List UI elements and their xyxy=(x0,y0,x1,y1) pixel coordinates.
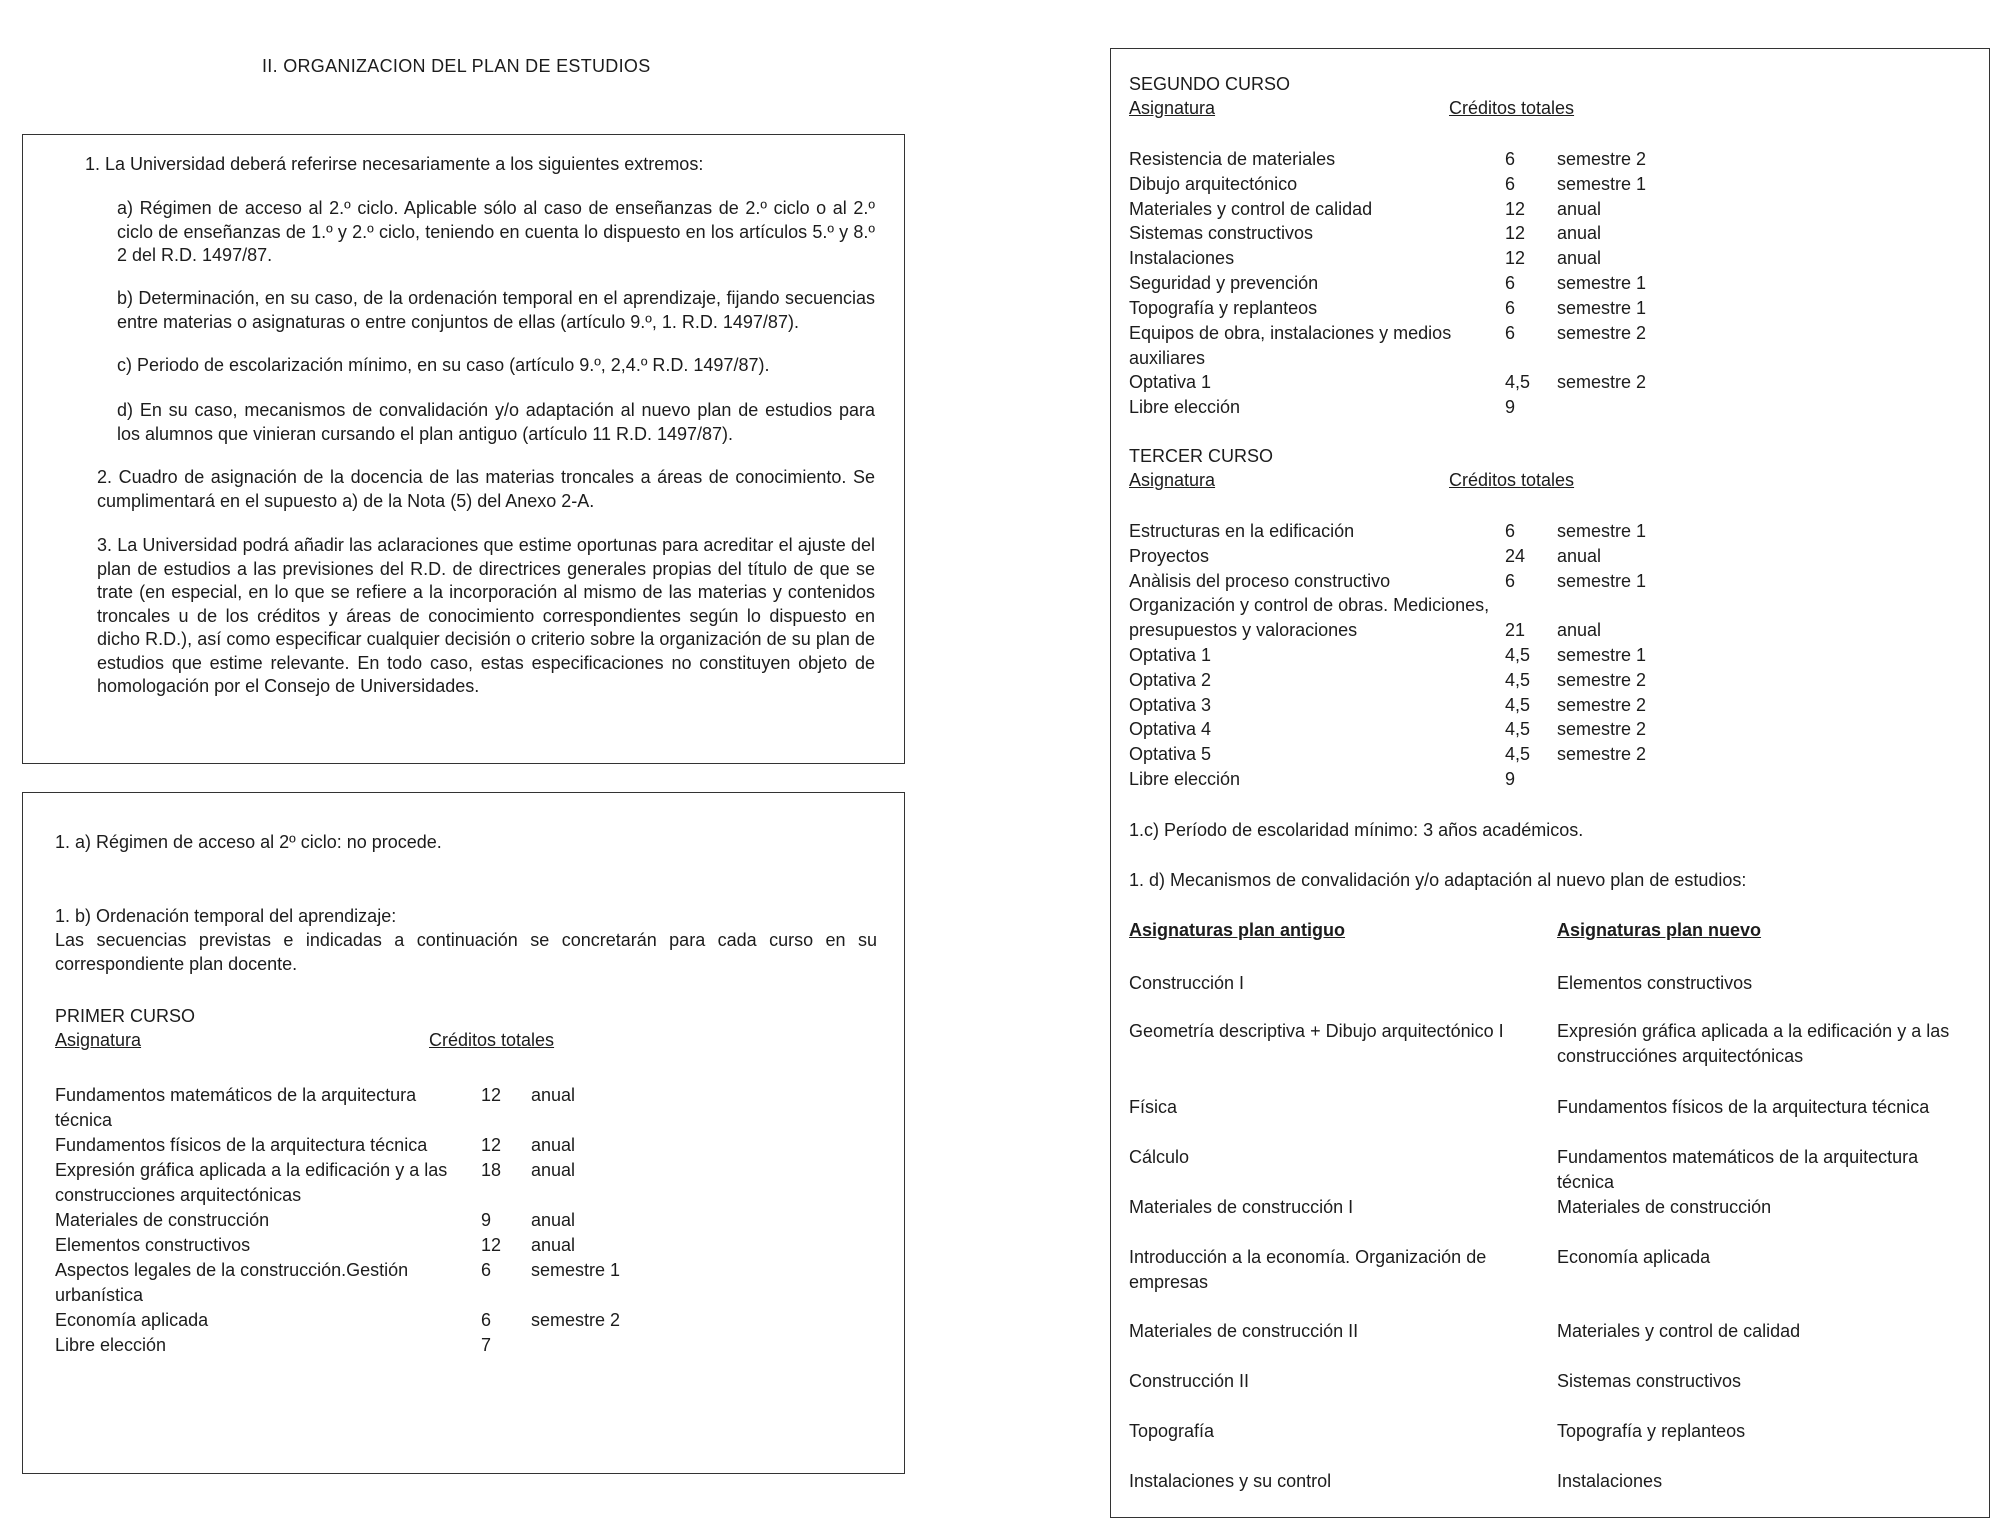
course-row-period: semestre 2 xyxy=(1557,149,1647,169)
conv-row-old: Materiales de construcción I xyxy=(1129,1197,1354,1217)
course-row-credits: 4,5 xyxy=(1505,645,1531,665)
course-row-period: semestre 1 xyxy=(531,1260,621,1280)
course-row-name: Instalaciones xyxy=(1129,248,1235,269)
course-row-name: Optativa 5 xyxy=(1129,744,1212,765)
tercer-curso-title: TERCER CURSO xyxy=(1129,446,1274,466)
course-row-period: semestre 2 xyxy=(1557,669,1647,690)
ordenacion-text: Las secuencias previstas e indicadas a continuación se concretarán para cada curso en su correspondiente plan docente. xyxy=(55,930,877,974)
course-row-credits: 7 xyxy=(481,1335,492,1355)
course-row-period: anual xyxy=(1557,620,1602,641)
course-row-credits: 9 xyxy=(1505,769,1516,789)
course-row-credits: 6 xyxy=(1505,322,1516,343)
instruction-item-3: 3. La Universidad podrá añadir las aclaraciones que estime oportunas para acreditar el ajuste del plan de estudios a las previsiones del R.D. de directrices generales propias del título de que se trate (en especial, en lo que se refiere a la incorporación al mismo de las materias y contenidos troncales u de los créditos y áreas de conocimiento correspondientes según lo dispuesto en dicho R.D.), así como especificar cualquier decisión o criterio sobre la organización de su plan de estudios que estime relevante. En todo caso, estas especificaciones no constituyen objeto de homologación por el Consejo de Universidades. xyxy=(97,535,875,696)
course-row-period: semestre 2 xyxy=(1557,719,1647,740)
course-row-name: Anàlisis del proceso constructivo xyxy=(1129,570,1391,591)
course-row-credits: 24 xyxy=(1505,545,1526,566)
course-row-name: Estructuras en la edificación xyxy=(1129,521,1355,541)
course-row-name: Dibujo arquitectónico xyxy=(1129,173,1298,194)
course-row-period: semestre 1 xyxy=(1557,297,1647,318)
instruction-item-2: 2. Cuadro de asignación de la docencia de las materias troncales a áreas de conocimiento. Se cumplimentará en el supuesto a) de la Nota (5) del Anexo 2-A. xyxy=(97,467,875,511)
course-row-credits: 6 xyxy=(481,1310,492,1330)
course-row-credits: 12 xyxy=(481,1135,502,1155)
conv-row-old: Instalaciones y su control xyxy=(1129,1471,1332,1491)
course-row-period: anual xyxy=(1557,248,1602,269)
conv-row-old: Topografía xyxy=(1129,1421,1215,1441)
course-row-credits: 4,5 xyxy=(1505,719,1531,740)
col-asignatura: Asignatura xyxy=(55,1030,142,1050)
course-row-name: Fundamentos físicos de la arquitectura técnica xyxy=(55,1135,428,1155)
col-creditos: Créditos totales xyxy=(1449,98,1575,118)
course-row-name: Resistencia de materiales xyxy=(1129,149,1336,169)
col-asignatura: Asignatura xyxy=(1129,98,1216,118)
course-row-period: anual xyxy=(1557,545,1602,566)
conv-row-old: Geometría descriptiva + Dibujo arquitectónico I xyxy=(1129,1021,1504,1041)
course-row-credits: 12 xyxy=(481,1085,502,1105)
course-row-name: Aspectos legales de la construcción.Gestión urbanística xyxy=(55,1260,409,1305)
conv-header-new: Asignaturas plan nuevo xyxy=(1557,920,1762,940)
conv-row-new: Materiales de construcción xyxy=(1557,1197,1772,1217)
course-row-period: anual xyxy=(531,1160,576,1180)
course-row-name: Libre elección xyxy=(1129,769,1241,789)
course-row-credits: 6 xyxy=(1505,149,1516,169)
course-row-name: Optativa 1 xyxy=(1129,372,1212,393)
course-row-name: Proyectos xyxy=(1129,545,1210,566)
conv-row-new: Topografía y replanteos xyxy=(1557,1421,1746,1441)
course-row-credits: 4,5 xyxy=(1505,669,1531,690)
plan-box-right xyxy=(1110,48,1990,1518)
course-row-period: anual xyxy=(1557,198,1602,219)
conv-header-old: Asignaturas plan antiguo xyxy=(1129,920,1346,940)
course-row-credits: 4,5 xyxy=(1505,744,1531,765)
course-row-credits: 4,5 xyxy=(1505,372,1531,393)
conv-row-new: Elementos constructivos xyxy=(1557,973,1753,993)
escolaridad-text: 1.c) Período de escolaridad mínimo: 3 años académicos. xyxy=(1129,820,1584,840)
course-row-period: semestre 1 xyxy=(1557,570,1647,591)
course-row-period: semestre 1 xyxy=(1557,173,1647,194)
course-row-name: Seguridad y prevención xyxy=(1129,273,1319,293)
course-row-period: semestre 2 xyxy=(1557,322,1647,343)
course-row-name: Libre elección xyxy=(55,1335,167,1355)
course-row-credits: 9 xyxy=(481,1210,492,1230)
conv-row-old: Construcción I xyxy=(1129,973,1245,993)
plan-box-left xyxy=(22,792,905,1474)
course-row-credits: 6 xyxy=(1505,570,1516,591)
instructions-box xyxy=(22,134,905,764)
conv-row-new: Fundamentos físicos de la arquitectura técnica xyxy=(1557,1097,1930,1117)
ordenacion-title: 1. b) Ordenación temporal del aprendizaje: xyxy=(55,906,397,926)
course-row-period: semestre 2 xyxy=(1557,744,1647,765)
course-row-name: Topografía y replanteos xyxy=(1129,297,1318,318)
course-row-name: Materiales de construcción xyxy=(55,1210,270,1230)
instruction-item-1c: c) Periodo de escolarización mínimo, en su caso (artículo 9.º, 2,4.º R.D. 1497/87). xyxy=(117,355,770,375)
course-row-period: semestre 1 xyxy=(1557,521,1647,541)
conv-row-old: Introducción a la economía. Organización de empresas xyxy=(1129,1247,1487,1292)
conv-row-new: Expresión gráfica aplicada a la edificación y a las construcciónes arquitectónicas xyxy=(1557,1021,1950,1066)
instruction-item-1d: d) En su caso, mecanismos de convalidación y/o adaptación al nuevo plan de estudios para los alumnos que vinieran cursando el plan antiguo (artículo 11 R.D. 1497/87). xyxy=(117,400,875,444)
course-row-period: anual xyxy=(531,1210,576,1230)
course-row-name: Optativa 2 xyxy=(1129,669,1212,690)
course-row-name: Fundamentos matemáticos de la arquitectura técnica xyxy=(55,1085,417,1130)
course-row-credits: 6 xyxy=(1505,173,1516,194)
course-row-name: Economía aplicada xyxy=(55,1310,209,1330)
course-row-credits: 9 xyxy=(1505,397,1516,417)
course-row-period: semestre 2 xyxy=(1557,372,1647,393)
course-row-name: Expresión gráfica aplicada a la edificación y a las construcciones arquitectónicas xyxy=(55,1160,448,1205)
course-row-period: semestre 1 xyxy=(1557,645,1647,665)
instruction-item-1b: b) Determinación, en su caso, de la ordenación temporal en el aprendizaje, fijando secuencias entre materias o asignaturas o entre conjuntos de ellas (artículo 9.º, 1. R.D. 1497/87). xyxy=(117,288,875,332)
acceso-text: 1. a) Régimen de acceso al 2º ciclo: no procede. xyxy=(55,832,442,852)
conv-row-new: Economía aplicada xyxy=(1557,1247,1711,1267)
conv-row-old: Física xyxy=(1129,1097,1178,1117)
course-row-name: Materiales y control de calidad xyxy=(1129,198,1373,219)
course-row-name: Optativa 1 xyxy=(1129,645,1212,665)
course-row-period: semestre 1 xyxy=(1557,273,1647,293)
conv-row-new: Instalaciones xyxy=(1557,1471,1663,1491)
course-row-period: anual xyxy=(531,1235,576,1255)
course-row-name: Optativa 4 xyxy=(1129,719,1212,740)
segundo-curso-title: SEGUNDO CURSO xyxy=(1129,74,1291,94)
convalidacion-title: 1. d) Mecanismos de convalidación y/o adaptación al nuevo plan de estudios: xyxy=(1129,870,1747,890)
col-creditos: Créditos totales xyxy=(1449,470,1575,490)
course-row-credits: 4,5 xyxy=(1505,694,1531,715)
instruction-item-1a: a) Régimen de acceso al 2.º ciclo. Aplicable sólo al caso de enseñanzas de 2.º ciclo o al 2.º ciclo de enseñanzas de 1.º y 2.º ciclo, teniendo en cuenta lo dispuesto en los artículos 5.º y 8.º 2 del R.D. 1497/87. xyxy=(117,198,875,265)
conv-row-new: Materiales y control de calidad xyxy=(1557,1321,1801,1341)
instruction-item-1: 1. La Universidad deberá referirse necesariamente a los siguientes extremos: xyxy=(85,154,704,174)
course-row-credits: 18 xyxy=(481,1160,502,1180)
course-row-name: Elementos constructivos xyxy=(55,1235,251,1255)
course-row-name: Organización y control de obras. Mediciones, presupuestos y valoraciones xyxy=(1129,595,1490,641)
course-row-name: Libre elección xyxy=(1129,397,1241,417)
course-row-period: semestre 2 xyxy=(1557,694,1647,715)
conv-row-old: Construcción II xyxy=(1129,1371,1250,1391)
col-creditos: Créditos totales xyxy=(429,1030,555,1050)
course-row-period: semestre 2 xyxy=(531,1310,621,1330)
course-row-credits: 6 xyxy=(481,1260,492,1280)
conv-row-old: Cálculo xyxy=(1129,1147,1190,1167)
course-row-period: anual xyxy=(531,1085,576,1105)
course-row-name: Sistemas constructivos xyxy=(1129,223,1314,244)
course-row-credits: 21 xyxy=(1505,620,1526,641)
course-row-credits: 12 xyxy=(481,1235,502,1255)
conv-row-new: Sistemas constructivos xyxy=(1557,1371,1742,1391)
course-row-credits: 6 xyxy=(1505,297,1516,318)
course-row-period: anual xyxy=(1557,223,1602,244)
course-row-credits: 6 xyxy=(1505,273,1516,293)
course-row-name: Equipos de obra, instalaciones y medios auxiliares xyxy=(1129,322,1452,368)
col-asignatura: Asignatura xyxy=(1129,470,1216,490)
course-row-credits: 6 xyxy=(1505,521,1516,541)
course-row-name: Optativa 3 xyxy=(1129,694,1212,715)
conv-row-old: Materiales de construcción II xyxy=(1129,1321,1359,1341)
course-row-credits: 12 xyxy=(1505,248,1526,269)
course-row-period: anual xyxy=(531,1135,576,1155)
conv-row-new: Fundamentos matemáticos de la arquitectura técnica xyxy=(1557,1147,1919,1192)
course-row-credits: 12 xyxy=(1505,198,1526,219)
course-row-credits: 12 xyxy=(1505,223,1526,244)
primer-curso-title: PRIMER CURSO xyxy=(55,1006,196,1026)
page-title: II. ORGANIZACION DEL PLAN DE ESTUDIOS xyxy=(262,56,651,76)
